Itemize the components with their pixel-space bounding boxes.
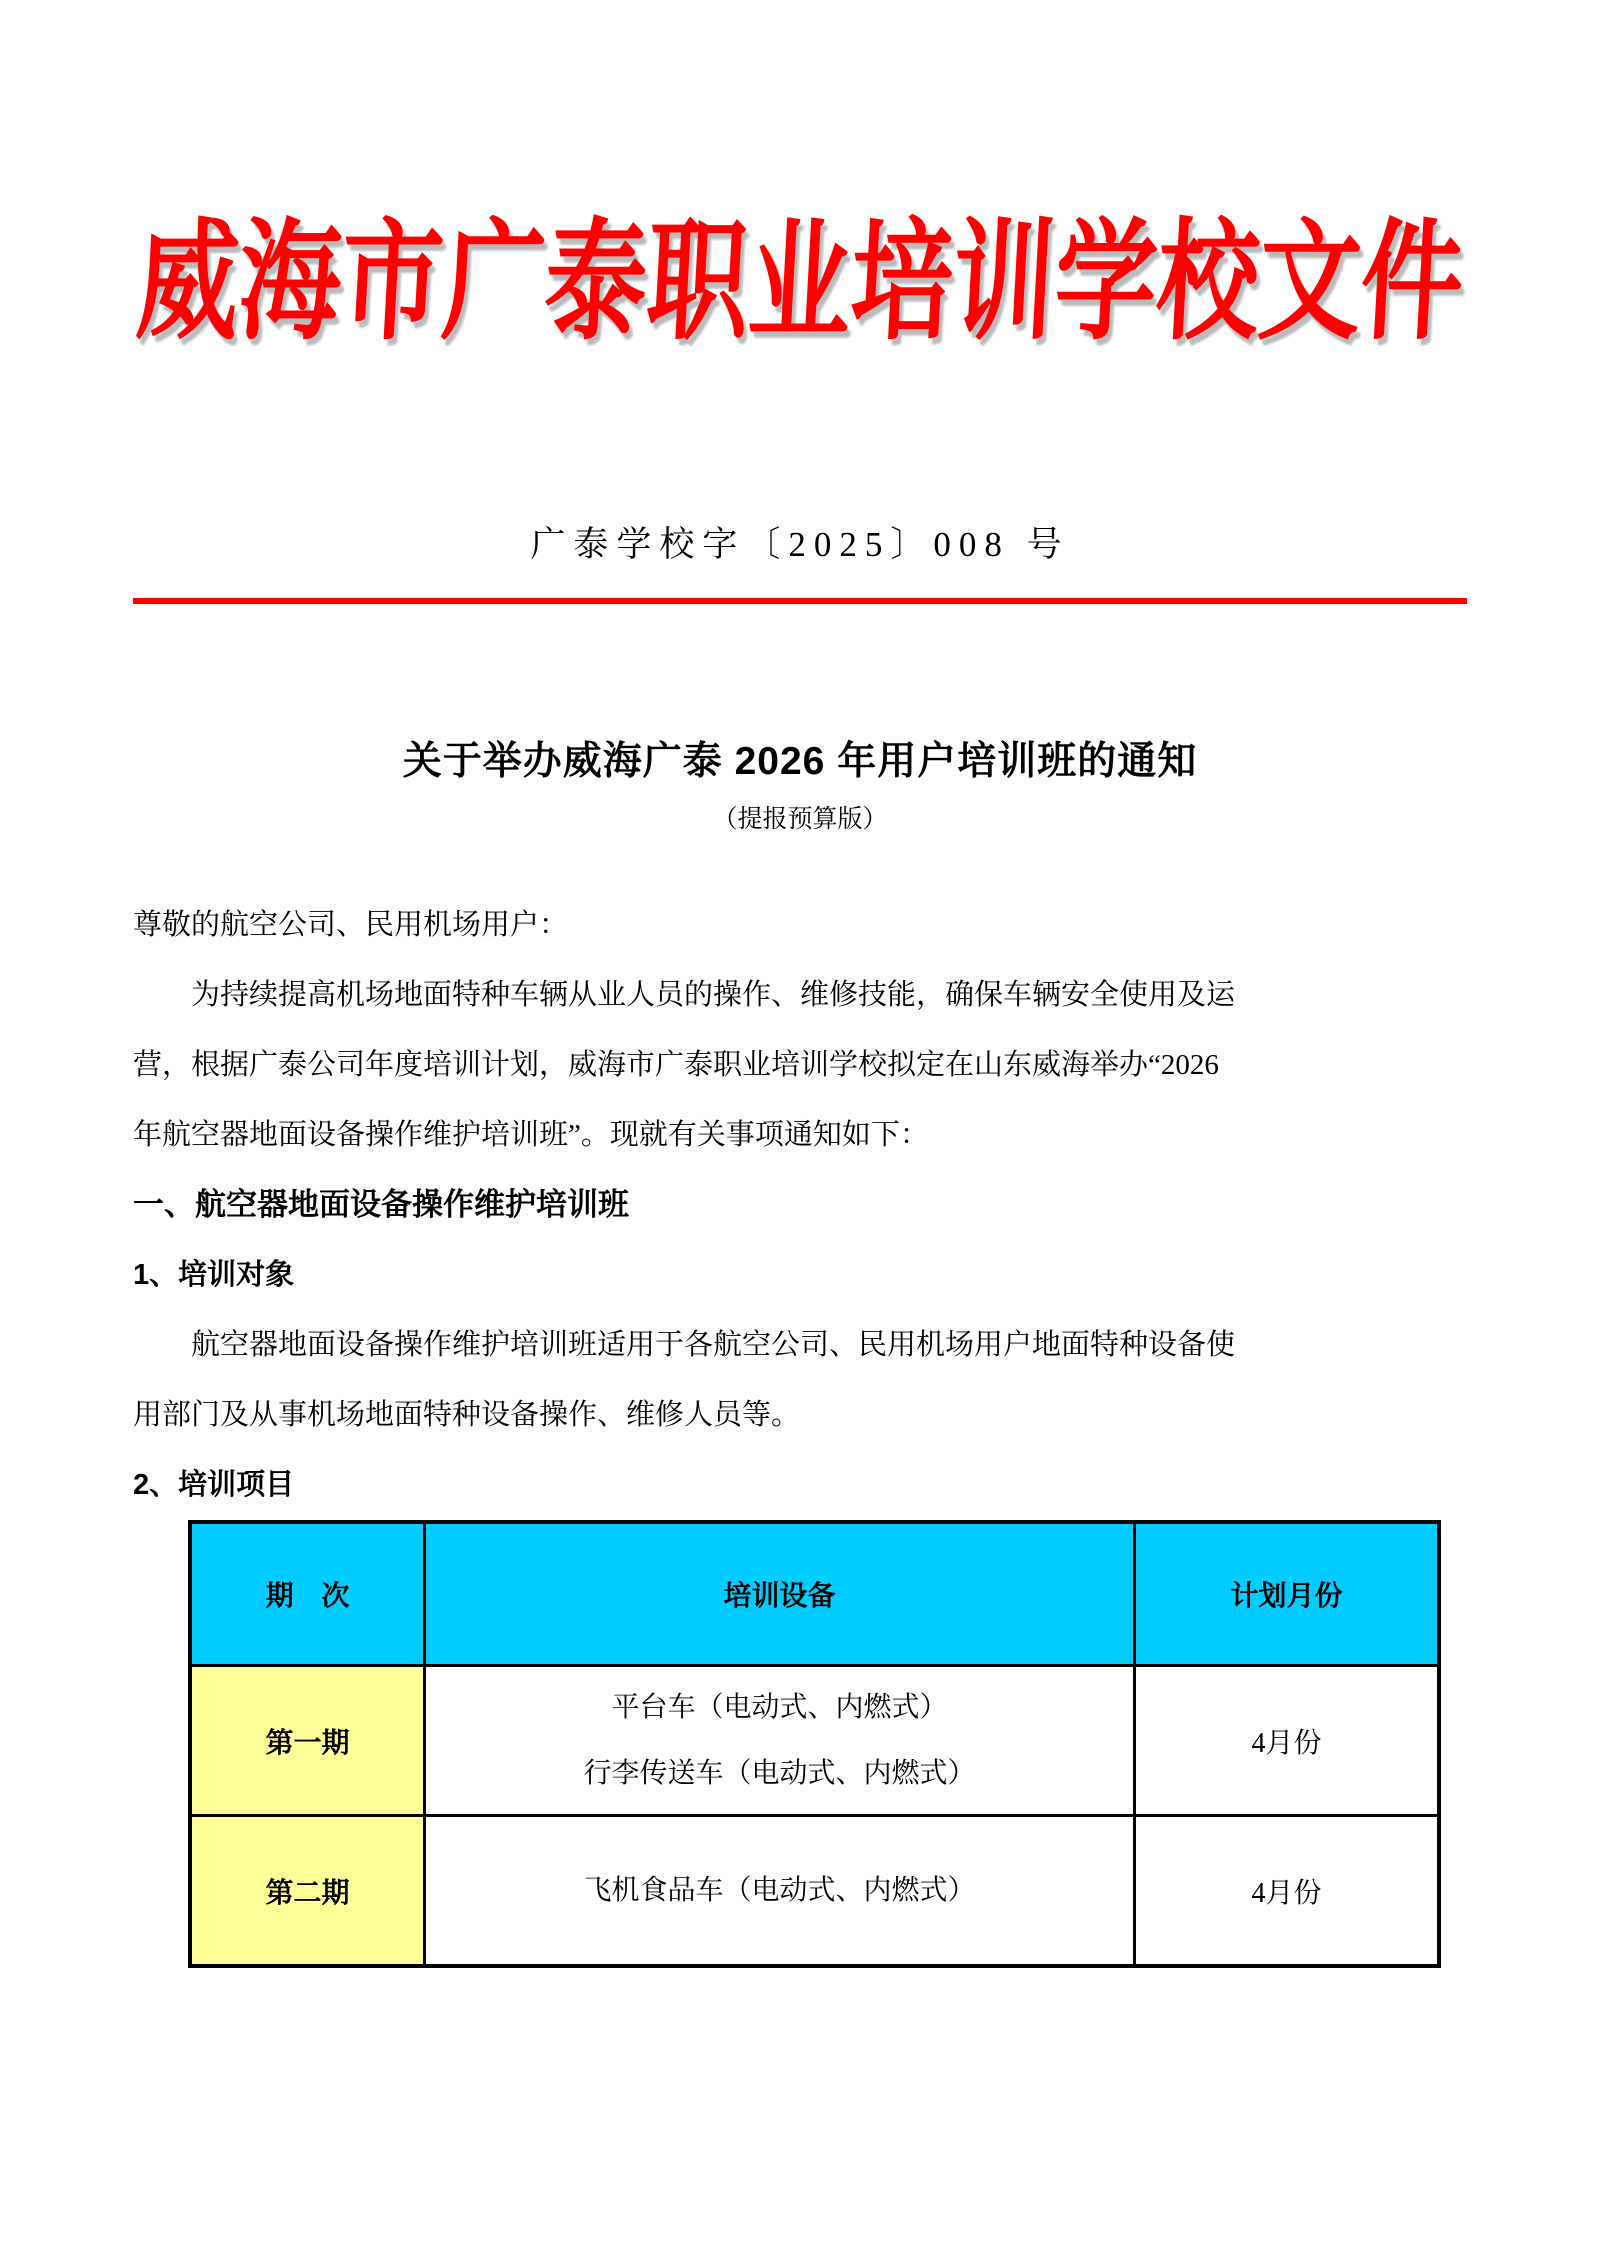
audience-paragraph-line: 航空器地面设备操作维护培训班适用于各航空公司、民用机场用户地面特种设备使 xyxy=(191,1329,1236,1361)
column-header-period: 期 次 xyxy=(190,1522,425,1666)
intro-paragraph-line: 年航空器地面设备操作维护培训班”。现就有关事项通知如下： xyxy=(133,1119,929,1151)
notice-subtitle: （提报预算版） xyxy=(712,806,888,833)
equipment-cell xyxy=(425,1816,1135,1967)
subsection-heading-training-projects: 2、培训项目 xyxy=(133,1469,295,1501)
period-cell: 第一期 xyxy=(190,1666,425,1816)
section-heading-training-class: 一、航空器地面设备操作维护培训班 xyxy=(133,1187,629,1222)
equipment-cell xyxy=(425,1666,1135,1816)
audience-paragraph-line: 用部门及从事机场地面特种设备操作、维修人员等。 xyxy=(133,1399,801,1431)
table-row xyxy=(190,1666,1439,1816)
month-cell: 4月份 xyxy=(1135,1816,1440,1967)
column-header-planned-month: 计划月份 xyxy=(1135,1522,1440,1666)
training-schedule-table xyxy=(188,1520,1441,1968)
month-cell: 4月份 xyxy=(1135,1666,1440,1816)
letterhead-banner-title: 威海市广泰职业培训学校文件 xyxy=(133,209,1467,355)
table-row xyxy=(190,1816,1439,1967)
period-cell: 第二期 xyxy=(190,1816,425,1967)
table-header-row xyxy=(190,1522,1439,1666)
notice-body xyxy=(133,890,1467,1520)
subsection-heading-training-audience: 1、培训对象 xyxy=(133,1259,295,1291)
page-content xyxy=(0,209,1600,1968)
equipment-line: 行李传送车（电动式、内燃式） xyxy=(583,1757,976,1789)
intro-paragraph-line: 营，根据广泰公司年度培训计划，威海市广泰职业培训学校拟定在山东威海举办“2026 xyxy=(133,1049,1219,1081)
equipment-line: 飞机食品车（电动式、内燃式） xyxy=(583,1874,976,1906)
intro-paragraph-line: 为持续提高机场地面特种车辆从业人员的操作、维修技能，确保车辆安全使用及运 xyxy=(191,979,1236,1011)
document-number: 广泰学校字〔2025〕008 号 xyxy=(530,525,1070,564)
red-divider-line xyxy=(133,598,1467,604)
column-header-equipment: 培训设备 xyxy=(425,1522,1135,1666)
equipment-line: 平台车（电动式、内燃式） xyxy=(611,1691,948,1723)
salutation-line: 尊敬的航空公司、民用机场用户： xyxy=(133,909,569,941)
notice-title: 关于举办威海广泰 2026 年用户培训班的通知 xyxy=(402,740,1198,783)
